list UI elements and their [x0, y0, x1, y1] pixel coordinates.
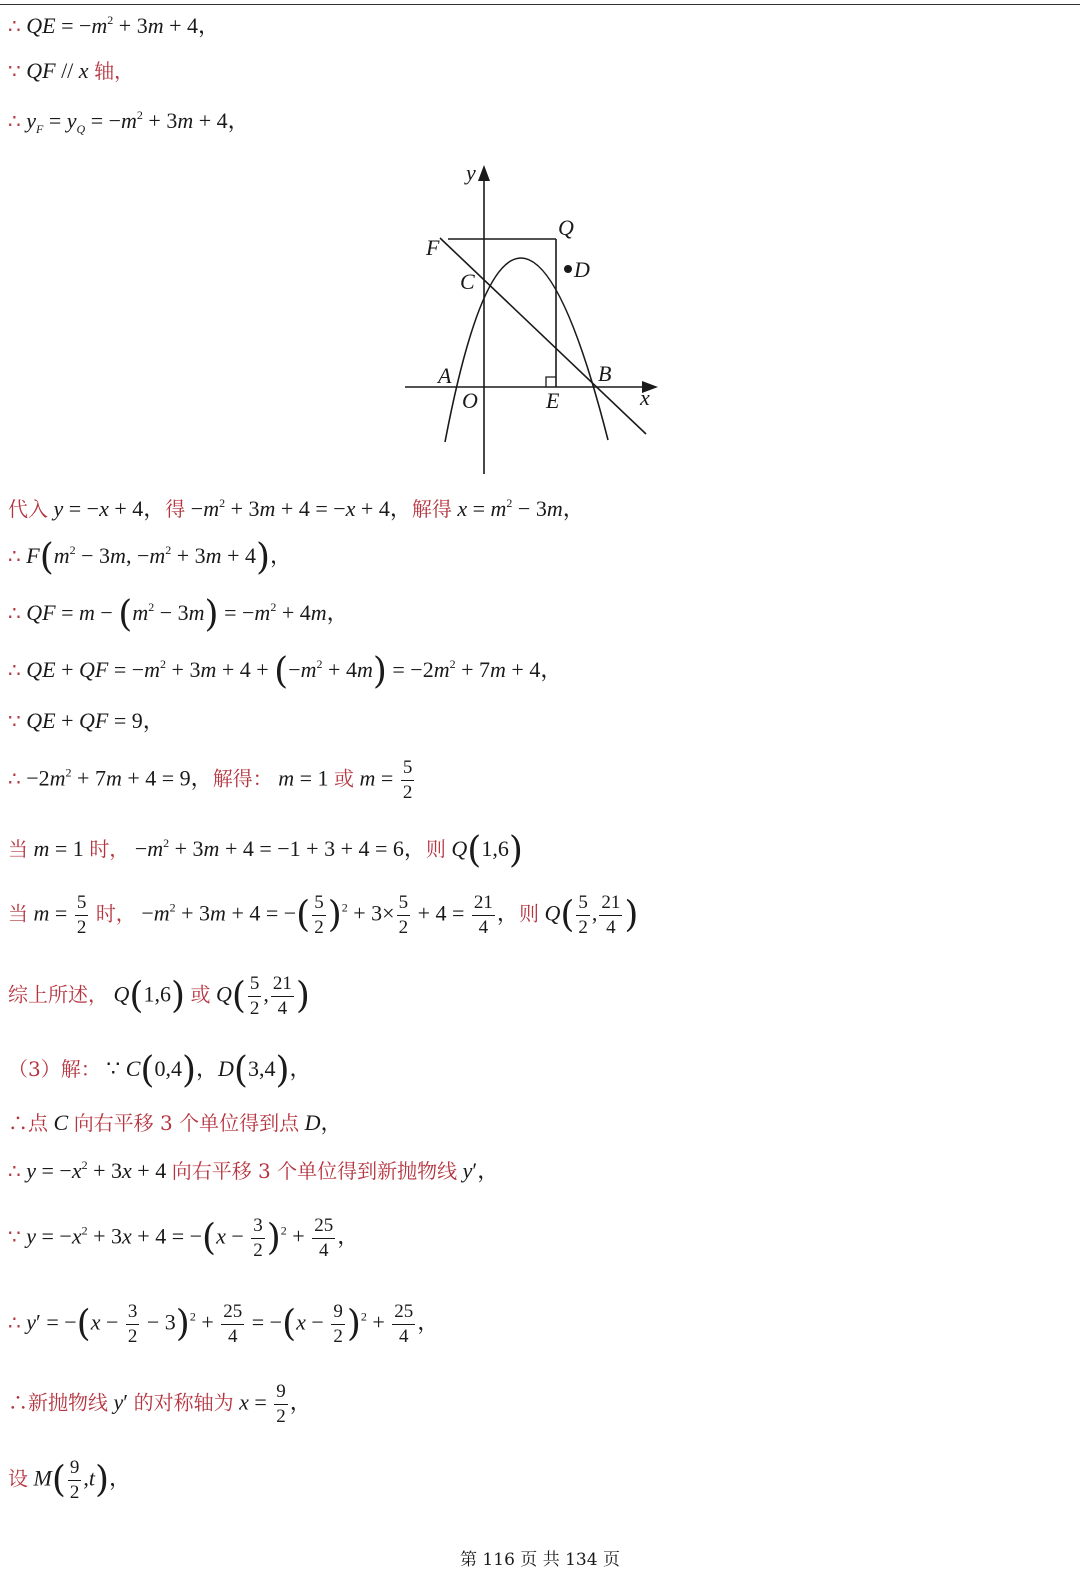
label-q: Q [558, 215, 574, 240]
label-b: B [598, 361, 612, 386]
label-y: y [466, 160, 476, 185]
point-d [564, 265, 572, 273]
solution-line-11: 当 m = $\frac{5}{2}$ 时， $-m^2 + 3m + 4$ = −( $\frac{5}{2}$ )$^2$ + 3× $\frac{5}{2}$ + 4 = $\frac{21}{4}$ ，则 Q( $\frac{5}{2}$ , $\frac{21}{4}$ ) [8, 892, 639, 938]
solution-line-2: ∵ QF // x 轴， [8, 58, 135, 83]
solution-line-14: ∴点 C 向右平移 3 个单位得到点 D， [8, 1110, 343, 1135]
solution-line-18: ∴新抛物线 y′ 的对称轴为 x = $\frac{9}{2}$ ， [8, 1381, 312, 1427]
page-top-rule [0, 4, 1080, 5]
y-axis-arrow [478, 165, 490, 181]
label-a: A [438, 363, 452, 388]
label-c: C [460, 269, 475, 294]
page-footer: 第 116 页 共 134 页 [460, 1550, 620, 1570]
solution-line-1: ∴ QE = $-m^2 + 3m + 4$， [8, 13, 221, 38]
solution-line-13: （3）解： ∵ C(0,4)，D(3,4)， [8, 1050, 312, 1091]
solution-line-6: ∴ QF = $m - (m^2 - 3m) = -m^2 + 4m$， [8, 594, 349, 635]
parabola-figure [400, 158, 662, 478]
label-d: D [574, 257, 590, 282]
solution-line-12: 综上所述， Q(1,6) 或 Q( $\frac{5}{2}$ , $\frac{21}{4}$ ) [8, 973, 310, 1019]
right-angle-mark [546, 377, 556, 387]
solution-line-3: ∴ $y_F = y_Q = -m^2 + 3m + 4$， [8, 108, 250, 136]
label-f: F [426, 235, 440, 260]
solution-line-4: 代入 y = −x + 4，得 $-m^2 + 3m + 4 = -x + 4$，解得 $x = m^2 - 3m$， [8, 496, 585, 521]
label-x: x [640, 385, 650, 410]
solution-line-10: 当 m = 1 时， $-m^2 + 3m + 4 = -1 + 3 + 4 = 6$，则 Q(1,6) [8, 830, 523, 871]
solution-line-9: ∴ $-2m^2 + 7m + 4 = 9$，解得： m = 1 或 m = $\frac{5}{2}$ [8, 757, 413, 803]
solution-line-7: ∴ QE + QF = $-m^2 + 3m + 4 + (-m^2 + 4m) = -2m^2 + 7m + 4$， [8, 651, 563, 692]
solution-line-16: ∵ $y = -x^2 + 3x + 4 = -(x$ − $\frac{3}{2}$ )$^2$ + $\frac{25}{4}$ ， [8, 1215, 360, 1261]
solution-line-8: ∵ QE + QF = 9， [8, 708, 165, 733]
label-o: O [462, 388, 478, 413]
solution-line-17: ∴ y′ = −(x − $\frac{3}{2}$ − 3)$^2$ + $\frac{25}{4}$ = −(x − $\frac{9}{2}$ )$^2$ + $\frac{25}{4}$ ， [8, 1301, 440, 1347]
label-e: E [546, 388, 560, 413]
solution-line-5: ∴ $F(m^2 - 3m$, $-m^2 + 3m + 4$)， [8, 537, 293, 578]
solution-line-19: 设 M( $\frac{9}{2}$ ,t)， [8, 1457, 132, 1503]
solution-line-15: ∴ $y = -x^2 + 3x + 4$ 向右平移 3 个单位得到新抛物线 y′， [8, 1158, 500, 1183]
